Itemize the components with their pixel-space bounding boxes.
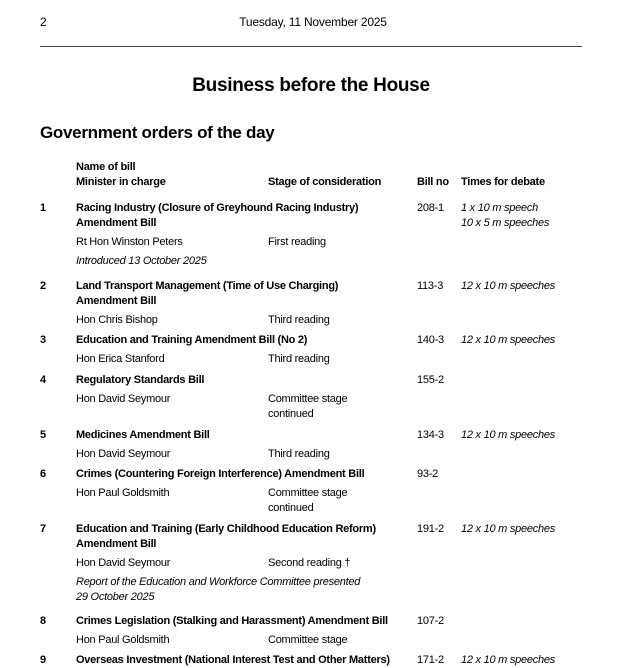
stage-of-consideration: Committee stage — [268, 393, 348, 405]
order-number: 1 — [40, 202, 46, 214]
bill-name: Crimes (Countering Foreign Interference) Amendment Bill — [76, 468, 365, 480]
order-number: 8 — [40, 615, 46, 627]
bill-number: 107-2 — [417, 615, 444, 627]
stage-of-consideration: Third reading — [268, 448, 330, 460]
page-date: Tuesday, 11 November 2025 — [239, 15, 387, 29]
stage-of-consideration: continued — [268, 502, 314, 514]
stage-of-consideration: Third reading — [268, 314, 330, 326]
page-title: Business before the House — [192, 75, 430, 96]
bill-number: 134-3 — [417, 429, 444, 441]
debate-time: 12 x 10 m speeches — [461, 334, 555, 346]
minister-in-charge: Hon David Seymour — [76, 557, 171, 569]
stage-of-consideration: Committee stage — [268, 487, 348, 499]
debate-time: 12 x 10 m speeches — [461, 429, 555, 441]
debate-time: 12 x 10 m speeches — [461, 523, 555, 535]
order-number: 7 — [40, 523, 46, 535]
minister-in-charge: Hon Erica Stanford — [76, 353, 165, 365]
column-header-stage: Stage of consideration — [268, 176, 382, 188]
bill-name: Regulatory Standards Bill — [76, 374, 205, 386]
bill-name: Land Transport Management (Time of Use Charging) — [76, 280, 339, 292]
column-header-bill-no: Bill no — [417, 176, 449, 188]
bill-number: 113-3 — [417, 280, 444, 292]
stage-of-consideration: Committee stage — [268, 634, 348, 646]
minister-in-charge: Hon David Seymour — [76, 393, 171, 405]
debate-time: 12 x 10 m speeches — [461, 280, 555, 292]
bill-note: Report of the Education and Workforce Committee presented — [76, 576, 361, 588]
header-rule — [40, 46, 582, 47]
stage-of-consideration: Third reading — [268, 353, 330, 365]
order-number: 6 — [40, 468, 46, 480]
debate-time: 12 x 10 m speeches — [461, 654, 555, 666]
column-header-minister: Minister in charge — [76, 176, 166, 188]
bill-number: 171-2 — [417, 654, 444, 666]
minister-in-charge: Hon Paul Goldsmith — [76, 634, 170, 646]
bill-name: Education and Training (Early Childhood Education Reform) — [76, 523, 376, 535]
bill-number: 140-3 — [417, 334, 444, 346]
bill-name: Crimes Legislation (Stalking and Harassment) Amendment Bill — [76, 615, 388, 627]
stage-of-consideration: Second reading † — [268, 557, 351, 569]
bill-name: Racing Industry (Closure of Greyhound Racing Industry) — [76, 202, 359, 214]
minister-in-charge: Hon Chris Bishop — [76, 314, 158, 326]
bill-name: Overseas Investment (National Interest Test and Other Matters) — [76, 654, 390, 666]
order-number: 2 — [40, 280, 46, 292]
bill-number: 93-2 — [417, 468, 439, 480]
bill-name: Education and Training Amendment Bill (No 2) — [76, 334, 308, 346]
order-number: 9 — [40, 654, 46, 666]
stage-of-consideration: continued — [268, 408, 314, 420]
order-number: 5 — [40, 429, 46, 441]
minister-in-charge: Rt Hon Winston Peters — [76, 236, 183, 248]
minister-in-charge: Hon David Seymour — [76, 448, 171, 460]
minister-in-charge: Hon Paul Goldsmith — [76, 487, 170, 499]
bill-number: 208-1 — [417, 202, 444, 214]
page-number: 2 — [40, 15, 47, 29]
bill-name: Amendment Bill — [76, 295, 157, 307]
bill-name: Medicines Amendment Bill — [76, 429, 210, 441]
bill-name: Amendment Bill — [76, 217, 157, 229]
order-number: 4 — [40, 374, 46, 386]
bill-number: 155-2 — [417, 374, 444, 386]
column-header-times: Times for debate — [461, 176, 545, 188]
column-header-name: Name of bill — [76, 161, 136, 173]
order-number: 3 — [40, 334, 46, 346]
bill-number: 191-2 — [417, 523, 444, 535]
debate-time: 10 x 5 m speeches — [461, 217, 550, 229]
stage-of-consideration: First reading — [268, 236, 326, 248]
bill-note: Introduced 13 October 2025 — [76, 255, 207, 267]
section-heading: Government orders of the day — [40, 123, 275, 142]
bill-note: 29 October 2025 — [76, 591, 155, 603]
bill-name: Amendment Bill — [76, 538, 157, 550]
debate-time: 1 x 10 m speech — [461, 202, 538, 214]
